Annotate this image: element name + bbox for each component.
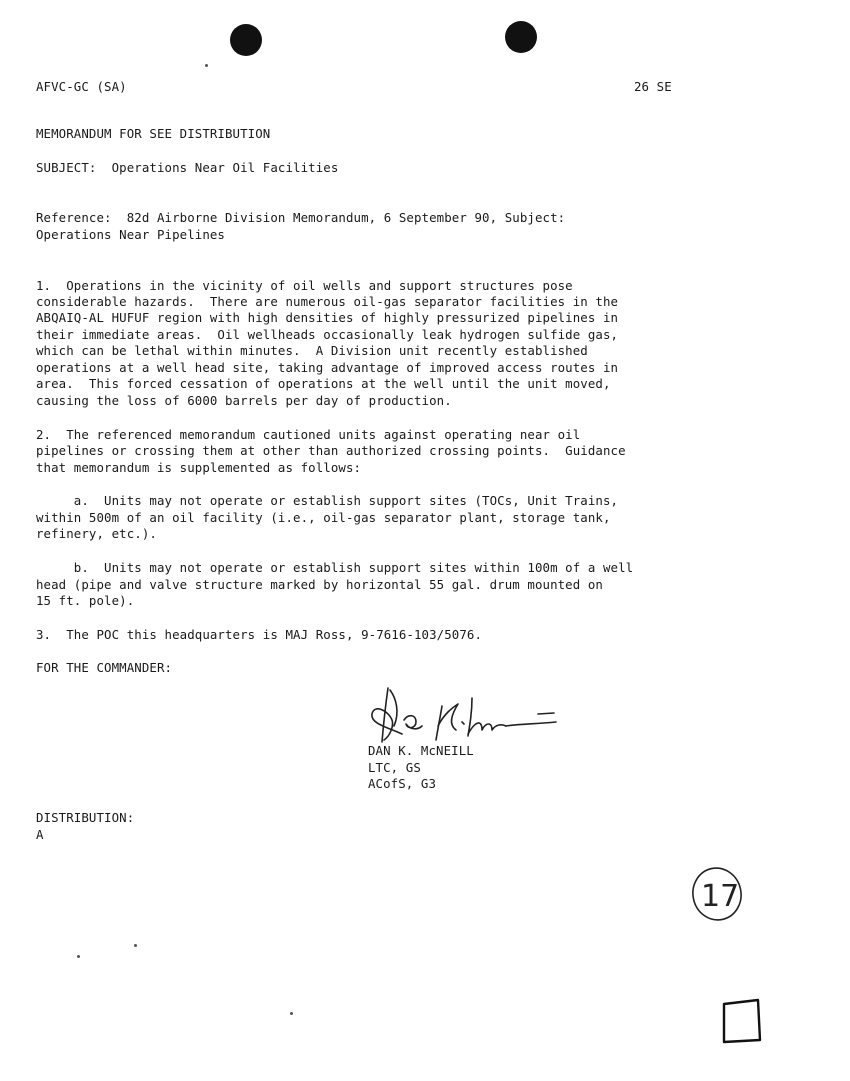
hand-drawn-box [718, 996, 764, 1046]
text-line: that memorandum is supplemented as follows: [36, 460, 362, 475]
text-line: b. Units may not operate or establish support sites within 100m of a well [36, 560, 634, 575]
circled-page-number [688, 862, 748, 926]
memo-date: 26 SE [634, 79, 672, 94]
text-line: 2. The referenced memorandum cautioned units against operating near oil [36, 427, 581, 442]
text-line: refinery, etc.). [36, 526, 157, 541]
text-line: a. Units may not operate or establish support sites (TOCs, Unit Trains, [36, 493, 619, 508]
text-line: Operations Near Pipelines [36, 227, 225, 242]
punch-hole-left [230, 24, 262, 56]
signer-rank: LTC, GS [368, 760, 421, 775]
text-line: which can be lethal within minutes. A Division unit recently established [36, 343, 588, 358]
text-line: head (pipe and valve structure marked by horizontal 55 gal. drum mounted on [36, 577, 603, 592]
text-line: causing the loss of 6000 barrels per day of production. [36, 393, 452, 408]
text-line: their immediate areas. Oil wellheads occasionally leak hydrogen sulfide gas, [36, 327, 619, 342]
text-line: ABQAIQ-AL HUFUF region with high densities of highly pressurized pipelines in [36, 310, 619, 325]
closing-line: FOR THE COMMANDER: [36, 660, 173, 675]
paragraph-3: 3. The POC this headquarters is MAJ Ross, 9-7616-103/5076. [36, 627, 483, 642]
text-line: operations at a well head site, taking advantage of improved access routes in [36, 360, 619, 375]
scan-speck [290, 1012, 293, 1015]
text-line: within 500m of an oil facility (i.e., oil-gas separator plant, storage tank, [36, 510, 611, 525]
signer-name: DAN K. McNEILL [368, 743, 474, 758]
text-line: Reference: 82d Airborne Division Memorandum, 6 September 90, Subject: [36, 210, 566, 225]
text-line: area. This forced cessation of operations at the well until the unit moved, [36, 376, 611, 391]
distribution-label: DISTRIBUTION: [36, 810, 135, 825]
memo-subject: SUBJECT: Operations Near Oil Facilities [36, 160, 339, 175]
scan-speck [77, 955, 80, 958]
page-number-text: 17 [701, 879, 740, 914]
office-symbol: AFVC-GC (SA) [36, 79, 127, 94]
punch-hole-right [505, 21, 537, 53]
scan-speck [134, 944, 137, 947]
text-line: pipelines or crossing them at other than authorized crossing points. Guidance [36, 443, 626, 458]
text-line: considerable hazards. There are numerous oil-gas separator facilities in the [36, 294, 619, 309]
text-line: 1. Operations in the vicinity of oil wells and support structures pose [36, 278, 573, 293]
handwritten-signature [360, 684, 570, 748]
distribution-list: A [36, 827, 44, 842]
signer-position: ACofS, G3 [368, 776, 437, 791]
memo-to-line: MEMORANDUM FOR SEE DISTRIBUTION [36, 126, 271, 141]
text-line: 15 ft. pole). [36, 593, 135, 608]
scan-speck [205, 64, 208, 67]
